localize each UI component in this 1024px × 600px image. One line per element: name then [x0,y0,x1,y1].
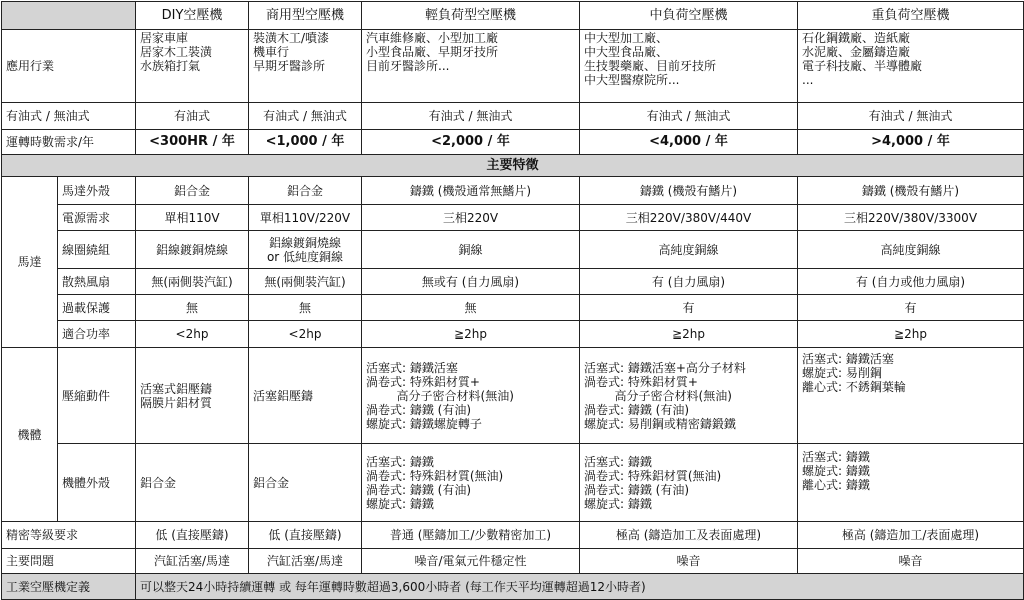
table-cell: 有 (自力風扇) [580,269,798,295]
hours-row [2,130,1024,155]
table-cell: 活塞式: 鑄鐵活塞 螺旋式: 易削鋼 離心式: 不銹鋼葉輪 [798,348,1024,444]
problem-row [2,549,1024,574]
table-cell: 有 [798,295,1024,321]
table-cell: 三相220V [362,205,580,231]
table-cell: <300HR / 年 [136,130,249,155]
group-label-motor: 馬達 [2,177,58,348]
motor-row-housing [2,177,1024,205]
section-row [2,155,1024,177]
application-row [2,30,1024,103]
table-cell: 活塞式: 鑄鐵活塞 渦卷式: 特殊鋁材質+ 高分子密合材料(無油) 渦卷式: 鑄鐵 (有油) 螺旋式: 鑄鐵螺旋轉子 [362,348,580,444]
table-cell: 無 [136,295,249,321]
table-cell: ≧2hp [362,321,580,348]
table-cell: 活塞式鋁壓鑄 隔膜片鋁材質 [136,348,249,444]
table-cell: 鋁合金 [249,177,362,205]
table-cell: 有油式 / 無油式 [249,103,362,130]
table-cell: 極高 (鑄造加工/表面處理) [798,522,1024,549]
row-label: 機體外殼 [58,444,136,522]
motor-row-power [2,205,1024,231]
table-cell: 無 [249,295,362,321]
table-cell: 鋁合金 [249,444,362,522]
table-cell: 無(兩側裝汽缸) [136,269,249,295]
table-cell: 極高 (鑄造加工及表面處理) [580,522,798,549]
table-cell: 汽缸活塞/馬達 [136,549,249,574]
table-cell: 低 (直接壓鑄) [136,522,249,549]
row-label-precision: 精密等級要求 [2,522,136,549]
table-cell: 有油式 / 無油式 [580,103,798,130]
row-label-application: 應用行業 [2,30,136,103]
row-label-definition: 工業空壓機定義 [2,574,136,600]
table-cell: 噪音/電氣元件穩定性 [362,549,580,574]
row-label: 適合功率 [58,321,136,348]
table-cell: 裝潢木工/噴漆 機車行 早期牙醫診所 [249,30,362,103]
table-cell: <2hp [136,321,249,348]
table-cell: 汽缸活塞/馬達 [249,549,362,574]
group-label-body: 機體 [2,348,58,522]
table-cell: 活塞式: 鑄鐵 渦卷式: 特殊鋁材質(無油) 渦卷式: 鑄鐵 (有油) 螺旋式: 鑄鐵 [580,444,798,522]
table-cell: 無 [362,295,580,321]
table-cell: <1,000 / 年 [249,130,362,155]
table-cell: 有油式 [136,103,249,130]
table-cell: 高純度銅線 [580,231,798,269]
definition-row [2,574,1024,600]
oil-row [2,103,1024,130]
row-label-hours: 運轉時數需求/年 [2,130,136,155]
table-cell: ≧2hp [798,321,1024,348]
table-cell: 三相220V/380V/3300V [798,205,1024,231]
table-cell: 石化鋼鐵廠、造紙廠 水泥廠、金屬鑄造廠 電子科技廠、半導體廠 ... [798,30,1024,103]
column-header-medium-duty: 中負荷空壓機 [580,2,798,30]
row-label: 馬達外殼 [58,177,136,205]
table-cell: 低 (直接壓鑄) [249,522,362,549]
precision-row [2,522,1024,549]
column-header-light-duty: 輕負荷型空壓機 [362,2,580,30]
table-cell: 鑄鐵 (機殼通常無鰭片) [362,177,580,205]
table-cell: 有油式 / 無油式 [362,103,580,130]
table-cell: ≧2hp [580,321,798,348]
table-cell: 有 [580,295,798,321]
column-header-diy: DIY空壓機 [136,2,249,30]
corner-cell [2,2,136,30]
table-cell: 中大型加工廠、 中大型食品廠、 生技製藥廠、目前牙技所 中大型醫療院所... [580,30,798,103]
table-cell: 活塞式: 鑄鐵活塞+高分子材料 渦卷式: 特殊鋁材質+ 高分子密合材料(無油) 渦卷式: 鑄鐵 (有油) 螺旋式: 易削鋼或精密鑄鍛鐵 [580,348,798,444]
table-cell: <4,000 / 年 [580,130,798,155]
definition-text: 可以整天24小時持續運轉 或 每年運轉時數超過3,600小時者 (每工作天平均運轉超過12小時者) [136,574,1024,600]
body-row-compression [2,348,1024,444]
table-cell: 鑄鐵 (機殼有鰭片) [798,177,1024,205]
table-cell: 有 (自力或他力風扇) [798,269,1024,295]
column-header-commercial: 商用型空壓機 [249,2,362,30]
motor-row-fan [2,269,1024,295]
row-label-oil: 有油式 / 無油式 [2,103,136,130]
table-cell: 無或有 (自力風扇) [362,269,580,295]
motor-row-hp [2,321,1024,348]
table-cell: 居家車庫 居家木工裝潢 水族箱打氣 [136,30,249,103]
table-cell: 有油式 / 無油式 [798,103,1024,130]
motor-row-overload [2,295,1024,321]
table-cell: 鋁線鍍銅燒線 [136,231,249,269]
table-cell: 鑄鐵 (機殼有鰭片) [580,177,798,205]
table-cell: 無(兩側裝汽缸) [249,269,362,295]
section-title: 主要特徵 [2,155,1024,177]
table-cell: 單相110V [136,205,249,231]
table-cell: 汽車維修廠、小型加工廠 小型食品廠、早期牙技所 目前牙醫診所... [362,30,580,103]
table-cell: 單相110V/220V [249,205,362,231]
body-row-housing [2,444,1024,522]
table-cell: 高純度銅線 [798,231,1024,269]
column-header-heavy-duty: 重負荷空壓機 [798,2,1024,30]
table-cell: 銅線 [362,231,580,269]
table-cell: 三相220V/380V/440V [580,205,798,231]
table-cell: <2,000 / 年 [362,130,580,155]
row-label-problem: 主要問題 [2,549,136,574]
table-cell: >4,000 / 年 [798,130,1024,155]
row-label: 散熱風扇 [58,269,136,295]
table-cell: 鋁合金 [136,444,249,522]
table-cell: <2hp [249,321,362,348]
table-cell: 活塞式: 鑄鐵 渦卷式: 特殊鋁材質(無油) 渦卷式: 鑄鐵 (有油) 螺旋式: 鑄鐵 [362,444,580,522]
table-cell: 鋁合金 [136,177,249,205]
table-cell: 活塞式: 鑄鐵 螺旋式: 鑄鐵 離心式: 鑄鐵 [798,444,1024,522]
table-cell: 活塞鋁壓鑄 [249,348,362,444]
header-row [2,2,1024,30]
row-label: 過載保護 [58,295,136,321]
table-cell: 噪音 [798,549,1024,574]
table-cell: 普通 (壓鑄加工/少數精密加工) [362,522,580,549]
row-label: 電源需求 [58,205,136,231]
row-label: 線圈繞組 [58,231,136,269]
motor-row-winding [2,231,1024,269]
row-label: 壓縮動件 [58,348,136,444]
table-cell: 噪音 [580,549,798,574]
compressor-comparison-table [1,1,1024,600]
table-cell: 鋁線鍍銅燒線 or 低純度銅線 [249,231,362,269]
